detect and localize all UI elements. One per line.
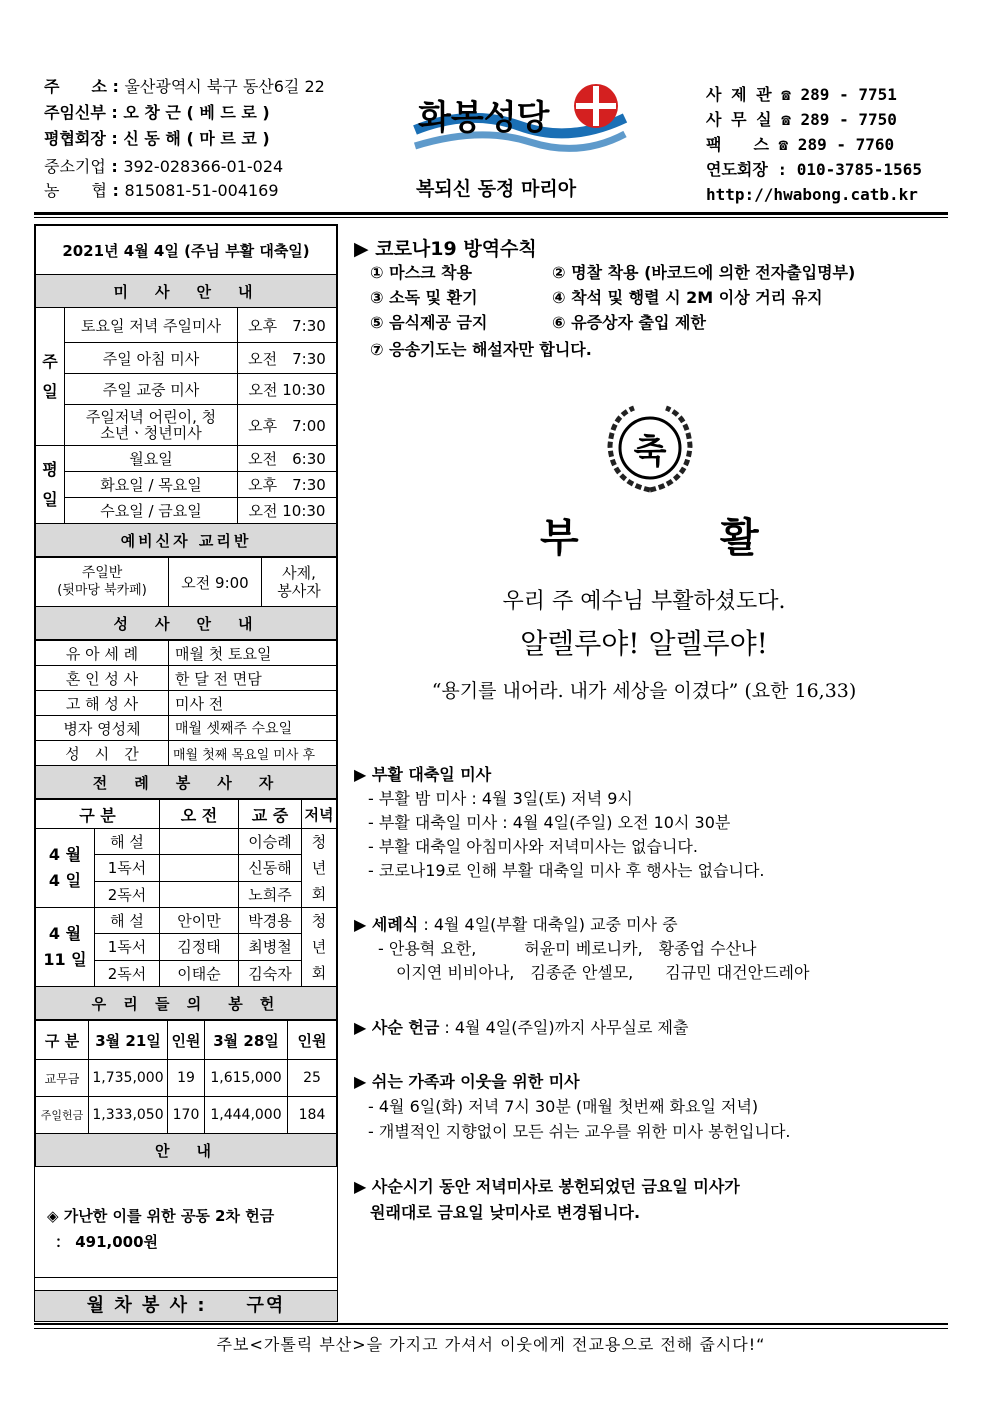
sacrament-table [35,640,337,799]
bulletin-date: 2021년 4월 4일 (주님 부활 대축일) [36,226,337,275]
header-left [44,76,325,202]
easter-title-2: 활 [720,515,759,561]
footer-divider [34,1323,948,1325]
lent-offering: ▶ 사순 헌금 : 4월 4일(주일)까지 사무실로 제출 [354,1018,689,1037]
offering-title: 우 리 들 의 봉 헌 [36,987,337,1020]
easter-mass-item: - 부활 밤 미사 : 4월 3일(토) 저녁 9시 [368,789,633,808]
sacrament-name: 혼 인 성 사 [36,666,169,691]
offering-amount: 1,444,000 [205,1097,288,1134]
server-am: 안이만 [160,908,239,934]
server-date: 4 월 4 일 [36,829,95,908]
friday-mass-line2: 원래대로 금요일 낮미사로 변경됩니다. [370,1203,641,1222]
mass-name: 주일저녁 어린이, 청소년ㆍ청년미사 [65,405,238,446]
server-am [160,829,239,855]
church-logo [410,78,635,198]
fax-phone: 팩 스 ☎ 289 - 7760 [706,135,895,154]
server-evening: 청년회 [302,829,337,908]
sacrament-when: 매월 셋째주 수요일 [169,716,337,741]
server-main: 신동해 [239,855,302,881]
notice-amount: ： 491,000원 [55,1233,159,1251]
server-header: 오 전 [160,800,239,829]
sunday-label: 주 일 [36,308,65,446]
server-header: 교 중 [239,800,302,829]
covid-rule: ⑦ 응송기도는 해설자만 합니다. [370,340,592,359]
offering-count: 25 [288,1060,337,1097]
church-name: 화봉성당 [418,98,550,138]
offering-header: 인원 [288,1021,337,1060]
mass-time: 오후 7:30 [238,472,337,498]
pastor-line: 주임신부 : 오 창 근 ( 베 드 로 ) [44,103,270,122]
server-am [160,881,239,907]
friday-mass-line1: ▶ 사순시기 동안 저녁미사로 봉헌되었던 금요일 미사가 [354,1177,740,1196]
website-url[interactable]: http://hwabong.catb.kr [706,185,918,204]
sacrament-name: 유 아 세 례 [36,641,169,666]
left-table [35,225,337,557]
header-divider-thin [34,217,948,218]
weekday-label: 평 일 [36,446,65,524]
easter-line1: 우리 주 예수님 부활하셨도다. [502,589,786,614]
sacrament-when: 미사 전 [169,691,337,716]
sacrament-title: 성 사 안 내 [36,607,337,640]
offering-amount: 1,735,000 [89,1060,168,1097]
baptism-names: - 안용혁 요한, 허윤미 베로니카, 황종업 수산나 [378,939,757,958]
resting-mass-title: ▶ 쉬는 가족과 이웃을 위한 미사 [354,1072,580,1091]
covid-rule: ③ 소독 및 환기 [370,288,478,307]
easter-title-1: 부 [540,515,579,561]
sacrament-name: 고 해 성 사 [36,691,169,716]
catechumen-teacher: 사제, 봉사자 [262,558,337,607]
mass-title: 미 사 안 내 [36,275,337,308]
notice-text: ◈ 가난한 이를 위한 공동 2차 헌금 [47,1207,275,1225]
office-phone: 사 무 실 ☎ 289 - 7750 [706,110,897,129]
patron-name: 복되신 동정 마리아 [416,178,577,200]
mass-time: 오전 6:30 [238,446,337,472]
offering-type: 교무금 [36,1060,89,1097]
notice-title: 안 내 [36,1134,337,1167]
mass-name: 주일 아침 미사 [65,343,238,374]
catechumen-class: 주일반 (뒷마당 북카페) [36,558,169,607]
server-am: 이태순 [160,960,239,986]
mass-name: 토요일 저녁 주일미사 [65,308,238,343]
baptism-heading: ▶ 세례식 : 4월 4일(부활 대축일) 교중 미사 중 [354,915,678,934]
mass-name: 월요일 [65,446,238,472]
sacrament-when: 한 달 전 면담 [169,666,337,691]
mass-time: 오전 10:30 [238,498,337,524]
mass-name: 주일 교중 미사 [65,374,238,405]
server-main: 김숙자 [239,960,302,986]
mass-time: 오전 7:30 [238,343,337,374]
address-line: 주 소 : 울산광역시 북구 동산6길 22 [44,77,325,96]
covid-title: ▶ 코로나19 방역수칙 [354,238,537,260]
server-main: 최병철 [239,934,302,960]
left-column [34,224,338,1322]
server-evening: 청년회 [302,908,337,987]
offering-header: 3월 28일 [205,1021,288,1060]
server-header: 구 분 [36,800,160,829]
easter-line2: 알렐루야! 알렐루야! [520,627,768,660]
easter-mass-item: - 코로나19로 인해 부활 대축일 미사 후 행사는 없습니다. [368,861,765,880]
covid-rule: ⑤ 음식제공 금지 [370,313,488,332]
footer-text: 주보<가톨릭 부산>을 가지고 가셔서 이웃에게 전교용으로 전해 줍시다!“ [216,1335,766,1354]
mass-time: 오후 7:30 [238,308,337,343]
easter-mass-item: - 부활 대축일 아침미사와 저녁미사는 없습니다. [368,837,698,856]
sacrament-when: 매월 첫 토요일 [169,641,337,666]
covid-rule: ④ 착석 및 행렬 시 2M 이상 거리 유지 [552,288,823,307]
baptism-names: 이지연 비비아나, 김종준 안셀모, 김규민 대건안드레아 [396,963,810,982]
catechumen-table [35,557,337,640]
server-header: 저녁 [302,800,337,829]
server-title: 전 례 봉 사 자 [36,766,337,799]
server-role: 해 설 [95,829,160,855]
server-date: 4 월 11 일 [36,908,95,987]
mass-time: 오후 7:00 [238,405,337,446]
offering-header: 구 분 [36,1021,89,1060]
server-role: 1독서 [95,855,160,881]
mass-name: 수요일 / 금요일 [65,498,238,524]
server-main: 이승례 [239,829,302,855]
server-role: 1독서 [95,934,160,960]
server-main: 노희주 [239,881,302,907]
scripture-quote: “용기를 내어라. 내가 세상을 이겼다” (요한 16,33) [431,680,857,702]
offering-count: 19 [168,1060,205,1097]
server-main: 박경용 [239,908,302,934]
header-right [706,82,922,207]
celebration-seal [604,402,696,494]
footer-divider-thin [34,1328,948,1329]
offering-table [35,1020,337,1167]
server-table [35,799,337,1020]
sacrament-when: 매월 첫째 목요일 미사 후 [169,741,337,766]
mass-name: 화요일 / 목요일 [65,472,238,498]
monthly-service: 월 차 봉 사 : 구역 [35,1290,337,1321]
easter-mass-title: ▶ 부활 대축일 미사 [354,765,492,784]
covid-rule: ② 명찰 착용 (바코드에 의한 전자출입명부) [552,263,856,282]
catechumen-time: 오전 9:00 [169,558,262,607]
offering-amount: 1,615,000 [205,1060,288,1097]
council-line: 평협회장 : 신 동 해 ( 마 르 코 ) [44,129,270,148]
offering-amount: 1,333,050 [89,1097,168,1134]
resting-mass-item: - 4월 6일(화) 저녁 7시 30분 (매월 첫번째 화요일 저녁) [368,1097,759,1116]
notice-body [35,1167,337,1278]
offering-type: 주일헌금 [36,1097,89,1134]
offering-count: 170 [168,1097,205,1134]
sacrament-name: 병자 영성체 [36,716,169,741]
easter-mass-item: - 부활 대축일 미사 : 4월 4일(주일) 오전 10시 30분 [368,813,731,832]
server-role: 해 설 [95,908,160,934]
bank2-line: 농 협 : 815081-51-004169 [44,181,279,200]
server-am: 김정태 [160,934,239,960]
server-role: 2독서 [95,960,160,986]
seal-char: 축 [633,432,667,472]
covid-rule: ⑥ 유증상자 출입 제한 [552,313,706,332]
offering-count: 184 [288,1097,337,1134]
offering-header: 3월 21일 [89,1021,168,1060]
youth-phone: 연도회장 : 010-3785-1565 [706,160,922,179]
header-divider [34,212,948,215]
server-role: 2독서 [95,881,160,907]
offering-header: 인원 [168,1021,205,1060]
catechumen-title: 예비신자 교리반 [36,524,337,557]
rectory-phone: 사 제 관 ☎ 289 - 7751 [706,85,897,104]
bank1-line: 중소기업 : 392-028366-01-024 [44,157,284,176]
server-am [160,855,239,881]
mass-time: 오전 10:30 [238,374,337,405]
right-column [340,224,948,1322]
resting-mass-item: - 개별적인 지향없이 모든 쉬는 교우를 위한 미사 봉헌입니다. [368,1122,791,1141]
covid-rule: ① 마스크 착용 [370,263,472,282]
sacrament-name: 성 시 간 [36,741,169,766]
